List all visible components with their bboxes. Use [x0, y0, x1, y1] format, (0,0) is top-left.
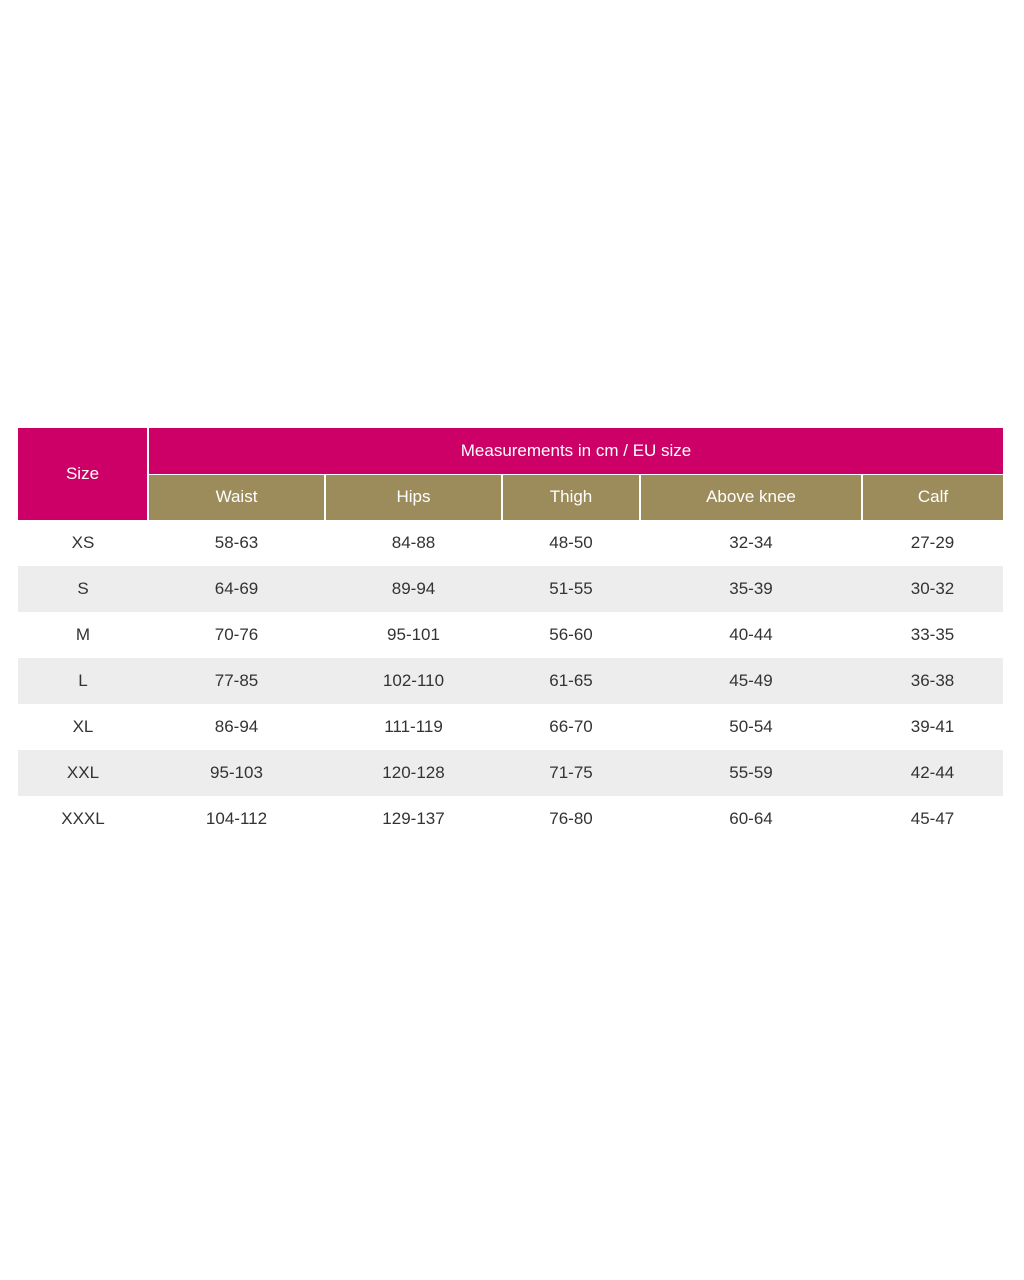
waist-cell: 104-112: [205, 809, 268, 828]
column-header-waist: Waist: [148, 474, 325, 520]
size-chart-table: [18, 428, 1003, 842]
column-header-calf: Calf: [862, 474, 1003, 520]
above-knee-cell: 45-49: [640, 658, 862, 704]
table-row: [18, 658, 1003, 704]
calf-cell: 27-29: [910, 533, 955, 552]
waist-cell: 77-85: [148, 658, 325, 704]
calf-cell: 39-41: [910, 717, 955, 736]
size-column-header: Size: [18, 428, 148, 520]
calf-cell: 45-47: [910, 809, 955, 828]
column-header-hips: Hips: [325, 474, 502, 520]
thigh-cell: 76-80: [549, 809, 593, 828]
above-knee-cell: 55-59: [640, 750, 862, 796]
calf-cell: 33-35: [910, 625, 955, 644]
size-cell: XS: [71, 533, 95, 552]
waist-cell: 58-63: [214, 533, 259, 552]
table-row: [18, 796, 1003, 842]
hips-cell: 129-137: [382, 809, 445, 828]
size-cell: XXL: [18, 750, 148, 796]
calf-cell: 36-38: [862, 658, 1003, 704]
calf-cell: 42-44: [862, 750, 1003, 796]
thigh-cell: 61-65: [502, 658, 640, 704]
table-row: [18, 520, 1003, 566]
column-header-thigh: Thigh: [502, 474, 640, 520]
above-knee-cell: 32-34: [729, 533, 773, 552]
waist-cell: 86-94: [214, 717, 259, 736]
hips-cell: 95-101: [387, 625, 440, 644]
hips-cell: 89-94: [325, 566, 502, 612]
waist-cell: 64-69: [148, 566, 325, 612]
table-row: [18, 704, 1003, 750]
size-cell: M: [75, 625, 91, 644]
column-header-above-knee: Above knee: [640, 474, 862, 520]
size-cell: XXXL: [61, 809, 105, 828]
thigh-cell: 56-60: [549, 625, 593, 644]
measurements-group-header: Measurements in cm / EU size: [148, 428, 1003, 474]
size-cell: L: [18, 658, 148, 704]
thigh-cell: 51-55: [502, 566, 640, 612]
hips-cell: 120-128: [325, 750, 502, 796]
above-knee-cell: 35-39: [640, 566, 862, 612]
thigh-cell: 48-50: [549, 533, 593, 552]
thigh-cell: 71-75: [502, 750, 640, 796]
table-row: [18, 566, 1003, 612]
calf-cell: 30-32: [862, 566, 1003, 612]
size-cell: XL: [72, 717, 94, 736]
above-knee-cell: 40-44: [729, 625, 773, 644]
thigh-cell: 66-70: [549, 717, 593, 736]
hips-cell: 111-119: [384, 717, 443, 736]
above-knee-cell: 50-54: [729, 717, 773, 736]
hips-cell: 84-88: [391, 533, 436, 552]
table-row: [18, 750, 1003, 796]
table-row: [18, 612, 1003, 658]
waist-cell: 70-76: [214, 625, 259, 644]
hips-cell: 102-110: [325, 658, 502, 704]
above-knee-cell: 60-64: [729, 809, 773, 828]
waist-cell: 95-103: [148, 750, 325, 796]
size-cell: S: [18, 566, 148, 612]
